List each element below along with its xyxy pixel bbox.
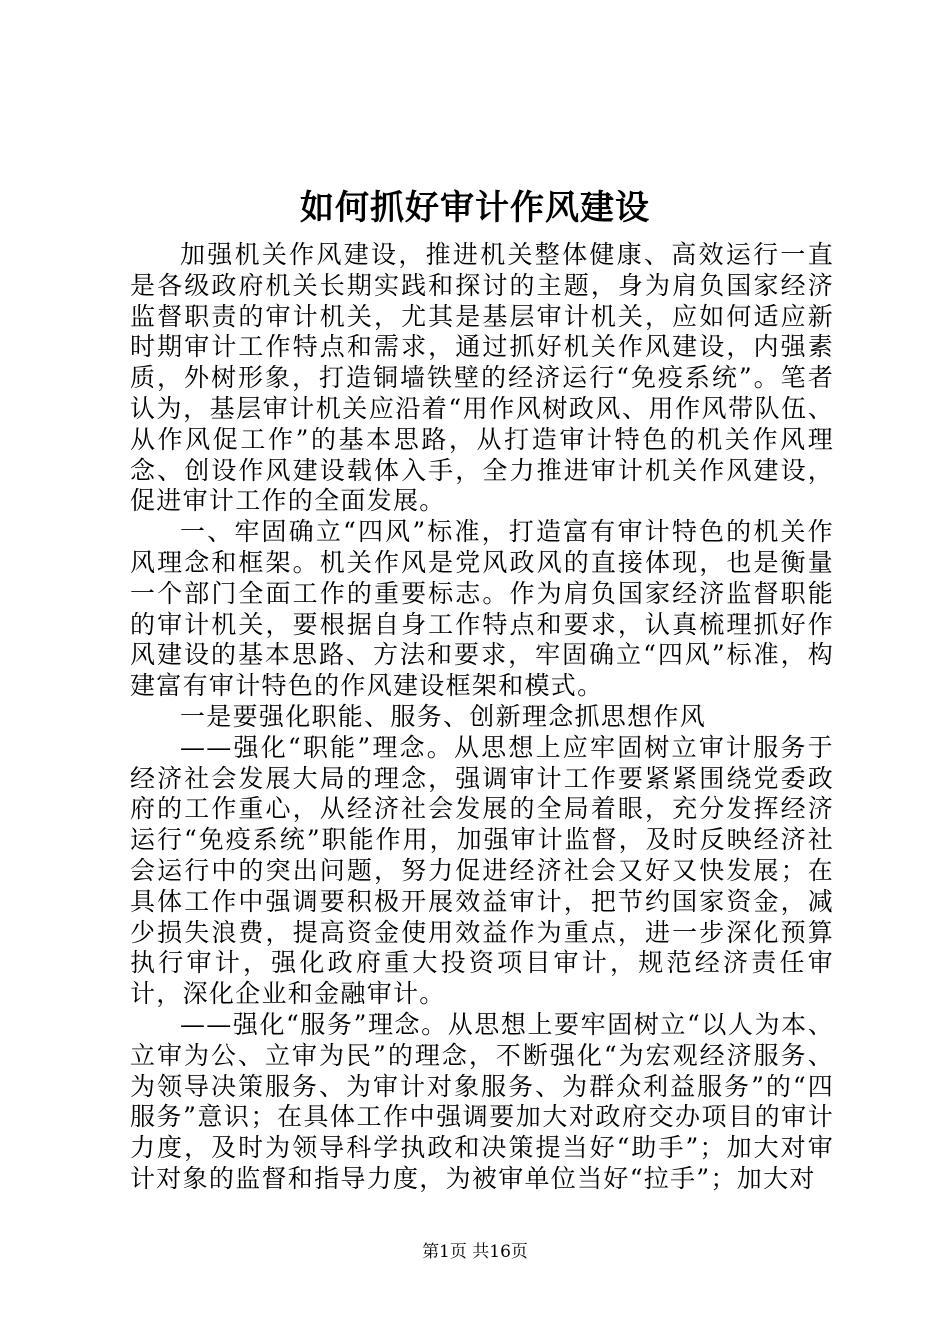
paragraph-service-concept: ——强化“服务”理念。从思想上要牢固树立“以人为本、立审为公、立审为民”的理念，不断强化“为宏观经济服务、为领导决策服务、为审计对象服务、为群众利益服务”的“四服务”意识；在具体工作中强调要加大对政府交办项目的审计力度，及时为领导科学执政和决策提当好“助手”；加大对审计对象的监督和指导力度，为被审单位当好“拉手”；加大对	[130, 1009, 834, 1193]
document-title: 如何抓好审计作风建设	[300, 188, 650, 228]
paragraph-subheading-thought-style: 一是要强化职能、服务、创新理念抓思想作风	[180, 701, 707, 731]
paragraph-function-concept: ——强化“职能”理念。从思想上应牢固树立审计服务于经济社会发展大局的理念，强调审计工作要紧紧围绕党委政府的工作重心，从经济社会发展的全局着眼，充分发挥经济运行“免疫系统”职能作用，加强审计监督，及时反映经济社会运行中的突出问题，努力促进经济社会又好又快发展；在具体工作中强调要积极开展效益审计，把节约国家资金，减少损失浪费，提高资金使用效益作为重点，进一步深化预算执行审计，强化政府重大投资项目审计，规范经济责任审计，深化企业和金融审计。	[130, 732, 834, 1009]
paragraph-intro: 加强机关作风建设，推进机关整体健康、高效运行一直是各级政府机关长期实践和探讨的主题，身为肩负国家经济监督职责的审计机关，尤其是基层审计机关，应如何适应新时期审计工作特点和需求，通过抓好机关作风建设，内强素质，外树形象，打造铜墙铁壁的经济运行“免疫系统”。笔者认为，基层审计机关应沿着“用作风树政风、用作风带队伍、从作风促工作”的基本思路，从打造审计特色的机关作风理念、创设作风建设载体入手，全力推进审计机关作风建设，促进审计工作的全面发展。	[130, 240, 834, 516]
page-number-footer: 第1页 共16页	[422, 1242, 528, 1262]
paragraph-section-one: 一、牢固确立“四风”标准，打造富有审计特色的机关作风理念和框架。机关作风是党风政风的直接体现，也是衡量一个部门全面工作的重要标志。作为肩负国家经济监督职能的审计机关，要根据自身工作特点和要求，认真梳理抓好作风建设的基本思路、方法和要求，牢固确立“四风”标准，构建富有审计特色的作风建设框架和模式。	[130, 517, 834, 701]
document-body	[130, 240, 834, 1195]
